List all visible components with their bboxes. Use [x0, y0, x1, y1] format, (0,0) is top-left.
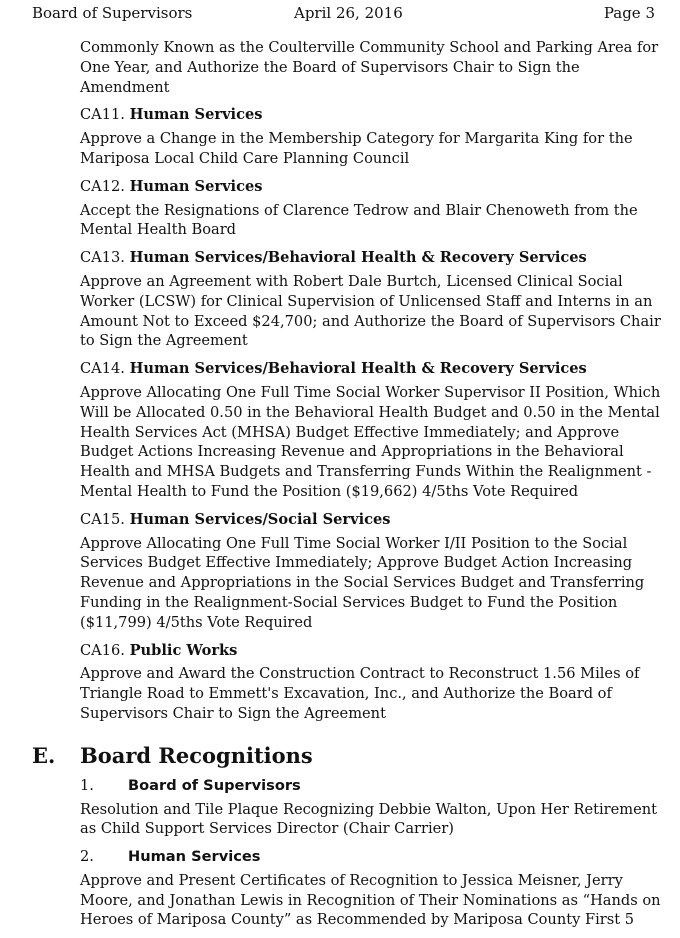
agenda-content: [32, 38, 665, 938]
section-letter: E.: [32, 742, 56, 768]
item-title: [80, 510, 665, 530]
item-title: [80, 105, 665, 125]
item-department: Human Services/Social Services: [129, 510, 391, 528]
item-number: 2.: [80, 848, 94, 866]
item-code: CA11.: [80, 106, 125, 124]
item-title: [80, 177, 665, 197]
item-code: CA15.: [80, 510, 125, 528]
item-description: Approve and Present Certificates of Recognition to Jessica Meisner, Jerry Moore, and Jonathan Lewis in Recognition of Their Nominations as “Hands on Heroes of Mariposa County” as Recommended by Mariposa County First 5: [80, 871, 661, 929]
item-title: [80, 776, 665, 796]
item-department: Human Services: [129, 106, 263, 124]
item-title: [80, 248, 665, 268]
item-department: Board of Supervisors: [128, 776, 301, 794]
header-date: April 26, 2016: [294, 4, 403, 22]
recognition-item-2: [80, 847, 665, 930]
item-code: CA14.: [80, 360, 125, 378]
agenda-item-ca14: [80, 359, 665, 502]
agenda-item-ca13: [80, 248, 665, 351]
recognition-item-1: [80, 776, 665, 839]
header-board-name: Board of Supervisors: [32, 4, 193, 22]
item-title: [80, 641, 665, 661]
header-page-number: Page 3: [603, 4, 655, 22]
item-description: Approve Allocating One Full Time Social Worker Supervisor II Position, Which Will be Allocated 0.50 in the Behavioral Health Budget and 0.50 in the Mental Health Services Act (MHSA) Budget Effective Immediately; and Approve Budget Actions Increasing Revenue and Appropriations in the Behavioral Health and MHSA Budgets and Transferring Funds Within the Realignment - Mental Health to Fund the Position ($19,662) 4/5ths Vote Required: [80, 383, 661, 500]
agenda-item-ca15: [80, 510, 665, 633]
agenda-item-ca16: [80, 641, 665, 724]
item-code: CA16.: [80, 641, 125, 659]
item-department: Human Services: [129, 177, 263, 195]
agenda-item-ca12: [80, 177, 665, 240]
item-title: [80, 359, 665, 379]
item-description: Approve a Change in the Membership Category for Margarita King for the Mariposa Local Child Care Planning Council: [80, 130, 633, 167]
item-description: Approve Allocating One Full Time Social Worker I/II Position to the Social Services Budget Effective Immediately; Approve Budget Action Increasing Revenue and Appropriations in the Social Services Budget and Transferring Funding in the Realignment-Social Services Budget to Fund the Position ($11,799) 4/5ths Vote Required: [80, 534, 645, 631]
item-description: Accept the Resignations of Clarence Tedrow and Blair Chenoweth from the Mental Health Board: [80, 201, 638, 239]
item-department: Human Services/Behavioral Health & Recovery Services: [129, 360, 587, 378]
section-board-recognitions: [32, 742, 665, 931]
item-description: Approve an Agreement with Robert Dale Burtch, Licensed Clinical Social Worker (LCSW) for Clinical Supervision of Unlicensed Staff and Interns in an Amount Not to Exceed $24,700; and Authorize the Board of Supervisors Chair to Sign the Agreement: [80, 272, 661, 350]
section-title: Board Recognitions: [80, 742, 313, 768]
item-department: Human Services/Behavioral Health & Recovery Services: [129, 249, 587, 267]
item-description: Approve and Award the Construction Contract to Reconstruct 1.56 Miles of Triangle Road to Emmett's Excavation, Inc., and Authorize the Board of Supervisors Chair to Sign the Agreement: [80, 665, 640, 722]
item-code: CA13.: [80, 249, 125, 267]
item-department: Public Works: [129, 641, 238, 659]
item-title: [80, 847, 665, 867]
agenda-item-ca11: [80, 105, 665, 168]
page-header: [0, 4, 680, 24]
item-number: 1.: [80, 776, 94, 794]
item-description: Resolution and Tile Plaque Recognizing Debbie Walton, Upon Her Retirement as Child Support Services Director (Chair Carrier): [80, 800, 658, 838]
continued-item-description: Commonly Known as the Coulterville Community School and Parking Area for One Year, and Authorize the Board of Supervisors Chair to Sign the Amendment: [80, 39, 659, 96]
item-department: Human Services: [128, 848, 261, 866]
item-code: CA12.: [80, 177, 125, 195]
